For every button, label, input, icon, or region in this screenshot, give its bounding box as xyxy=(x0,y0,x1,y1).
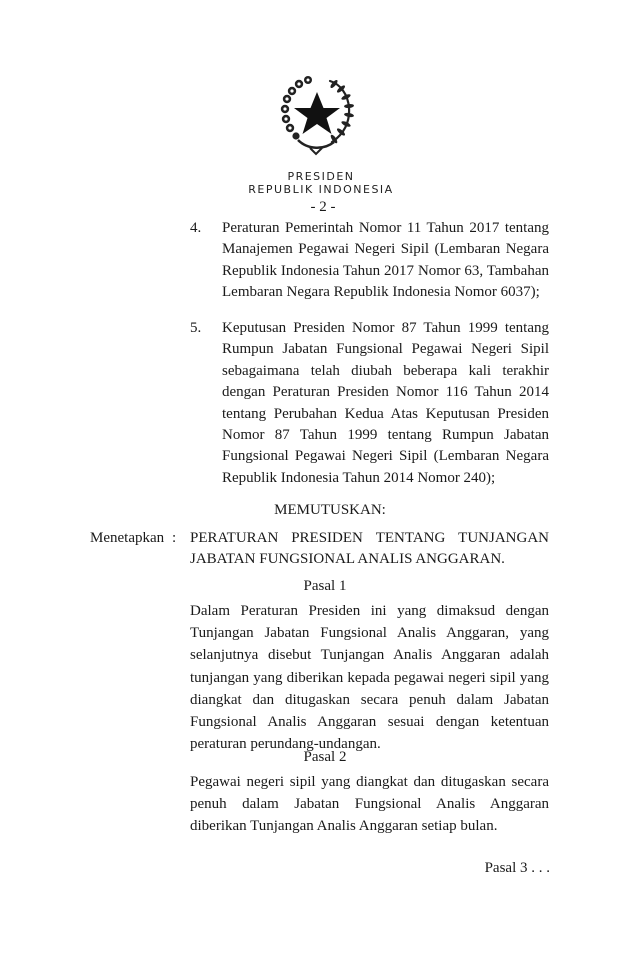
list-item xyxy=(190,318,549,489)
title-word: TENTANG xyxy=(375,530,446,546)
title-word: TUNJANGAN xyxy=(458,530,549,546)
list-item-text: Keputusan Presiden Nomor 87 Tahun 1999 tentang Rumpun Jabatan Fungsional Pegawai Negeri Sipil sebagaimana telah diubah beberapa kali terakhir dengan Peraturan Presiden Nomor 116 Tahun 2014 tentang Perubahan Kedua Atas Keputusan Presiden Nomor 87 Tahun 1999 tentang Rumpun Jabatan Fungsional Pegawai Negeri Sipil (Lembaran Negara Republik Indonesia Tahun 2014 Nomor 240); xyxy=(222,320,549,486)
enactment-colon: : xyxy=(172,530,177,546)
state-emblem-icon xyxy=(270,70,362,162)
list-item-number: 4. xyxy=(190,220,202,236)
article-text: Dalam Peraturan Presiden ini yang dimaksud dengan Tunjangan Jabatan Fungsional Analis Anggaran, yang selanjutnya disebut Tunjangan Analis Anggaran adalah tunjangan yang diberikan kepada pegawai negeri sipil yang diangkat dan ditugaskan secara penuh dalam Jabatan Fungsional Analis Anggaran sesuai dengan ketentuan peraturan perundang-undangan. xyxy=(190,603,549,753)
enactment-label: Menetapkan xyxy=(90,530,165,546)
title-word: PERATURAN xyxy=(190,530,279,546)
article-heading: Pasal 1 xyxy=(303,578,347,594)
regulation-title-line1 xyxy=(190,528,549,549)
list-item xyxy=(190,218,549,304)
regulation-title-line2: JABATAN FUNGSIONAL ANALIS ANGGARAN. xyxy=(190,551,505,568)
continuation-marker: Pasal 3 . . . xyxy=(484,860,550,876)
article-heading: Pasal 2 xyxy=(303,749,347,765)
title-word: PRESIDEN xyxy=(291,530,363,546)
regulation-title xyxy=(190,528,549,571)
decision-heading: MEMUTUSKAN: xyxy=(274,502,386,518)
list-item-text: Peraturan Pemerintah Nomor 11 Tahun 2017 tentang Manajemen Pegawai Negeri Sipil (Lembaran Negara Republik Indonesia Tahun 2017 Nomor 63, Tambahan Lembaran Negara Republik Indonesia Nomor 6037); xyxy=(222,220,549,301)
list-item-number: 5. xyxy=(190,320,202,336)
institution-country: REPUBLIK INDONESIA xyxy=(248,183,394,196)
article-text: Pegawai negeri sipil yang diangkat dan ditugaskan secara penuh dalam Jabatan Fungsional Analis Anggaran diberikan Tunjangan Analis Anggaran setiap bulan. xyxy=(190,774,549,835)
institution-name: PRESIDEN xyxy=(287,170,355,183)
page-number: - 2 - xyxy=(310,199,336,215)
